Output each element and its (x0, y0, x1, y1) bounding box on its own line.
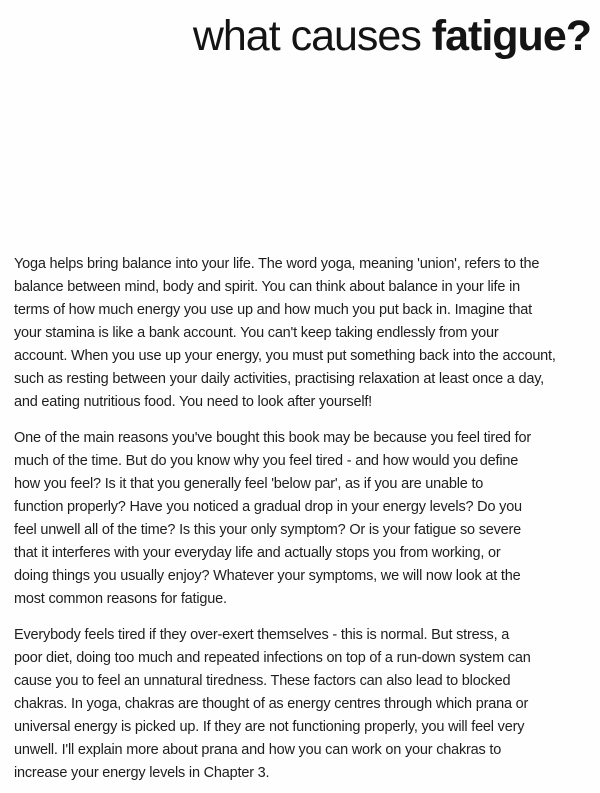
text-line: account. When you use up your energy, you must put something back into the account, (14, 348, 556, 364)
page-title-regular: what causes (192, 12, 432, 60)
text-line: such as resting between your daily activities, practising relaxation at least once a day, (14, 371, 545, 387)
text-line: balance between mind, body and spirit. You can think about balance in your life in (14, 279, 520, 295)
text-line: cause you to feel an unnatural tiredness. These factors can also lead to blocked (14, 673, 511, 689)
text-line: terms of how much energy you use up and how much you put back in. Imagine that (14, 302, 532, 318)
paragraph-2 (14, 427, 594, 611)
text-line: your stamina is like a bank account. You can't keep taking endlessly from your (14, 325, 499, 341)
text-line: universal energy is picked up. If they are not functioning properly, you will feel very (14, 719, 525, 735)
text-line: chakras. In yoga, chakras are thought of as energy centres through which prana or (14, 696, 529, 712)
text-line: Yoga helps bring balance into your life. The word yoga, meaning 'union', refers to the (14, 256, 540, 272)
body-text (14, 253, 594, 793)
paragraph-3 (14, 624, 594, 785)
text-line: that it interferes with your everyday life and actually stops you from working, or (14, 545, 501, 561)
text-line: and eating nutritious food. You need to look after yourself! (14, 394, 373, 410)
text-line: much of the time. But do you know why you feel tired - and how would you define (14, 453, 519, 469)
text-line: One of the main reasons you've bought this book may be because you feel tired for (14, 430, 531, 446)
page-title-bold: fatigue? (431, 12, 591, 60)
text-line: unwell. I'll explain more about prana and how you can work on your chakras to (14, 742, 502, 758)
text-line: function properly? Have you noticed a gradual drop in your energy levels? Do you (14, 499, 522, 515)
text-line: feel unwell all of the time? Is this your only symptom? Or is your fatigue so severe (14, 522, 522, 538)
page-title (193, 12, 591, 61)
text-line: poor diet, doing too much and repeated infections on top of a run-down system can (14, 650, 531, 666)
text-line: most common reasons for fatigue. (14, 591, 227, 607)
text-line: Everybody feels tired if they over-exert themselves - this is normal. But stress, a (14, 627, 510, 643)
text-line: doing things you usually enjoy? Whatever your symptoms, we will now look at the (14, 568, 521, 584)
text-line: how you feel? Is it that you generally feel 'below par', as if you are unable to (14, 476, 484, 492)
paragraph-1 (14, 253, 594, 414)
text-line: increase your energy levels in Chapter 3. (14, 765, 270, 781)
